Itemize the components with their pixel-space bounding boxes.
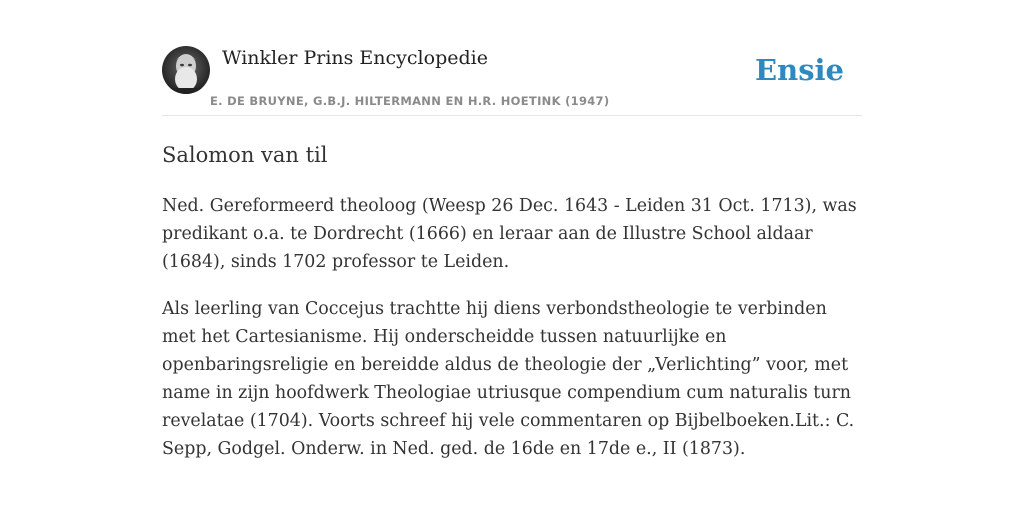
site-title[interactable]: Winkler Prins Encyclopedie	[222, 47, 488, 69]
article-paragraph: Ned. Gereformeerd theoloog (Weesp 26 Dec. 1643 - Leiden 31 Oct. 1713), was predikant o.a. te Dordrecht (1666) en leraar aan de Illustre School aldaar (1684), sinds 1702 professor te Leiden.	[162, 196, 857, 272]
article-body	[162, 192, 862, 482]
portrait-photo-icon	[162, 46, 210, 94]
site-authors: E. DE BRUYNE, G.B.J. HILTERMANN EN H.R. HOETINK (1947)	[210, 94, 610, 108]
brand-logo[interactable]: Ensie	[755, 53, 844, 87]
site-header	[162, 46, 862, 116]
article-paragraph: Als leerling van Coccejus trachtte hij diens verbondstheologie te verbinden met het Cartesianisme. Hij onderscheidde tussen natuurlijke en openbaringsreligie en bereidde aldus de theologie der „Verlichting” voor, met name in zijn hoofdwerk Theologiae utriusque compendium cum naturalis turn revelatae (1704). Voorts schreef hij vele commentaren op Bijbelboeken.Lit.: C. Sepp, Godgel. Onderw. in Ned. ged. de 16de en 17de e., II (1873).	[162, 299, 855, 459]
article-title: Salomon van til	[162, 143, 328, 167]
avatar	[162, 46, 210, 94]
